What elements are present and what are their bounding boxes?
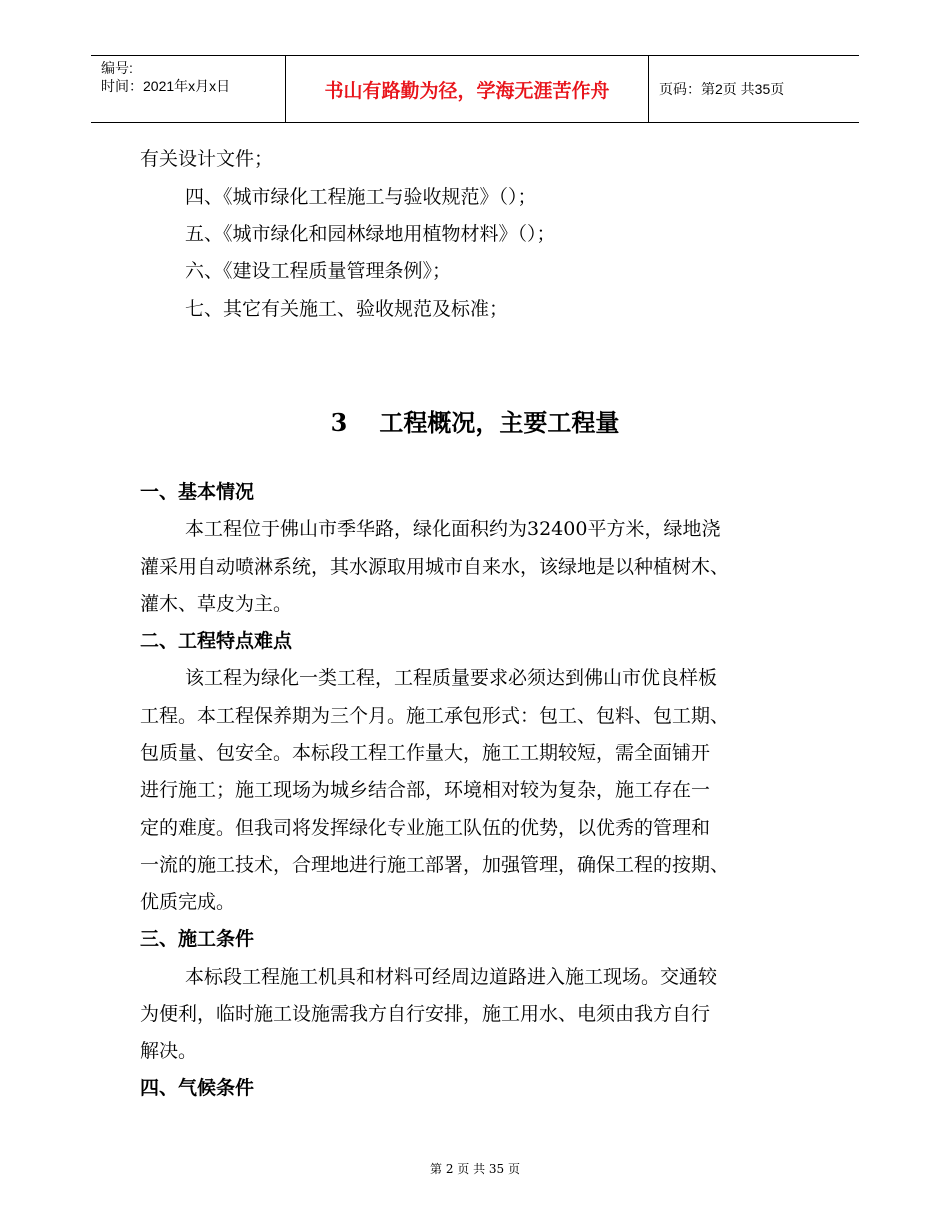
header-meta bbox=[101, 59, 230, 95]
paragraph-line: 本标段工程施工机具和材料可经周边道路进入施工现场。交通较 bbox=[185, 966, 718, 988]
paragraph-line: 包质量、包安全。本标段工程工作量大，施工工期较短，需全面铺开 bbox=[140, 742, 711, 764]
header-motto: 书山有路勤为径，学海无涯苦作舟 bbox=[324, 79, 610, 102]
paragraph-line: 解决。 bbox=[140, 1040, 198, 1062]
paragraph-line: 一流的施工技术，合理地进行施工部署，加强管理，确保工程的按期、 bbox=[140, 854, 730, 876]
intro-line: 五、《城市绿化和园林绿地用植物材料》（）； bbox=[185, 223, 556, 245]
chapter-title: 工程概况，主要工程量 bbox=[379, 409, 620, 437]
chapter-heading bbox=[0, 403, 950, 438]
paragraph-line: 该工程为绿化一类工程，工程质量要求必须达到佛山市优良样板 bbox=[185, 667, 718, 689]
paragraph-line: 灌采用自动喷淋系统，其水源取用城市自来水，该绿地是以种植树木、 bbox=[140, 556, 730, 578]
paragraph-line: 进行施工；施工现场为城乡结合部，环境相对较为复杂，施工存在一 bbox=[140, 779, 711, 801]
paragraph-line: 工程。本工程保养期为三个月。施工承包形式：包工、包料、包工期、 bbox=[140, 705, 730, 727]
section-heading: 二、工程特点难点 bbox=[140, 630, 293, 652]
page-footer: 第 2 页 共 35 页 bbox=[430, 1162, 520, 1176]
page-header bbox=[91, 55, 859, 123]
header-code: 编号: bbox=[101, 60, 133, 76]
paragraph-line: 定的难度。但我司将发挥绿化专业施工队伍的优势，以优秀的管理和 bbox=[140, 817, 711, 839]
intro-line: 四、《城市绿化工程施工与验收规范》（）； bbox=[185, 186, 537, 208]
section-heading: 四、气候条件 bbox=[140, 1077, 255, 1099]
intro-line: 七、其它有关施工、验收规范及标准； bbox=[185, 298, 509, 320]
header-time: 时间：2021年x月x日 bbox=[101, 78, 231, 94]
header-page-number: 页码：第2页 共35页 bbox=[659, 81, 785, 97]
paragraph-line: 本工程位于佛山市季华路，绿化面积约为32400平方米，绿地浇 bbox=[185, 518, 721, 540]
section-heading: 一、基本情况 bbox=[140, 481, 255, 503]
intro-line: 有关设计文件； bbox=[140, 148, 274, 170]
paragraph-line: 灌木、草皮为主。 bbox=[140, 593, 293, 615]
section-heading: 三、施工条件 bbox=[140, 928, 255, 950]
paragraph-line: 优质完成。 bbox=[140, 891, 236, 913]
header-divider bbox=[648, 56, 649, 122]
chapter-number: 3 bbox=[330, 408, 348, 437]
intro-line: 六、《建设工程质量管理条例》； bbox=[185, 260, 452, 282]
paragraph-line: 为便利，临时施工设施需我方自行安排，施工用水、电须由我方自行 bbox=[140, 1003, 711, 1025]
